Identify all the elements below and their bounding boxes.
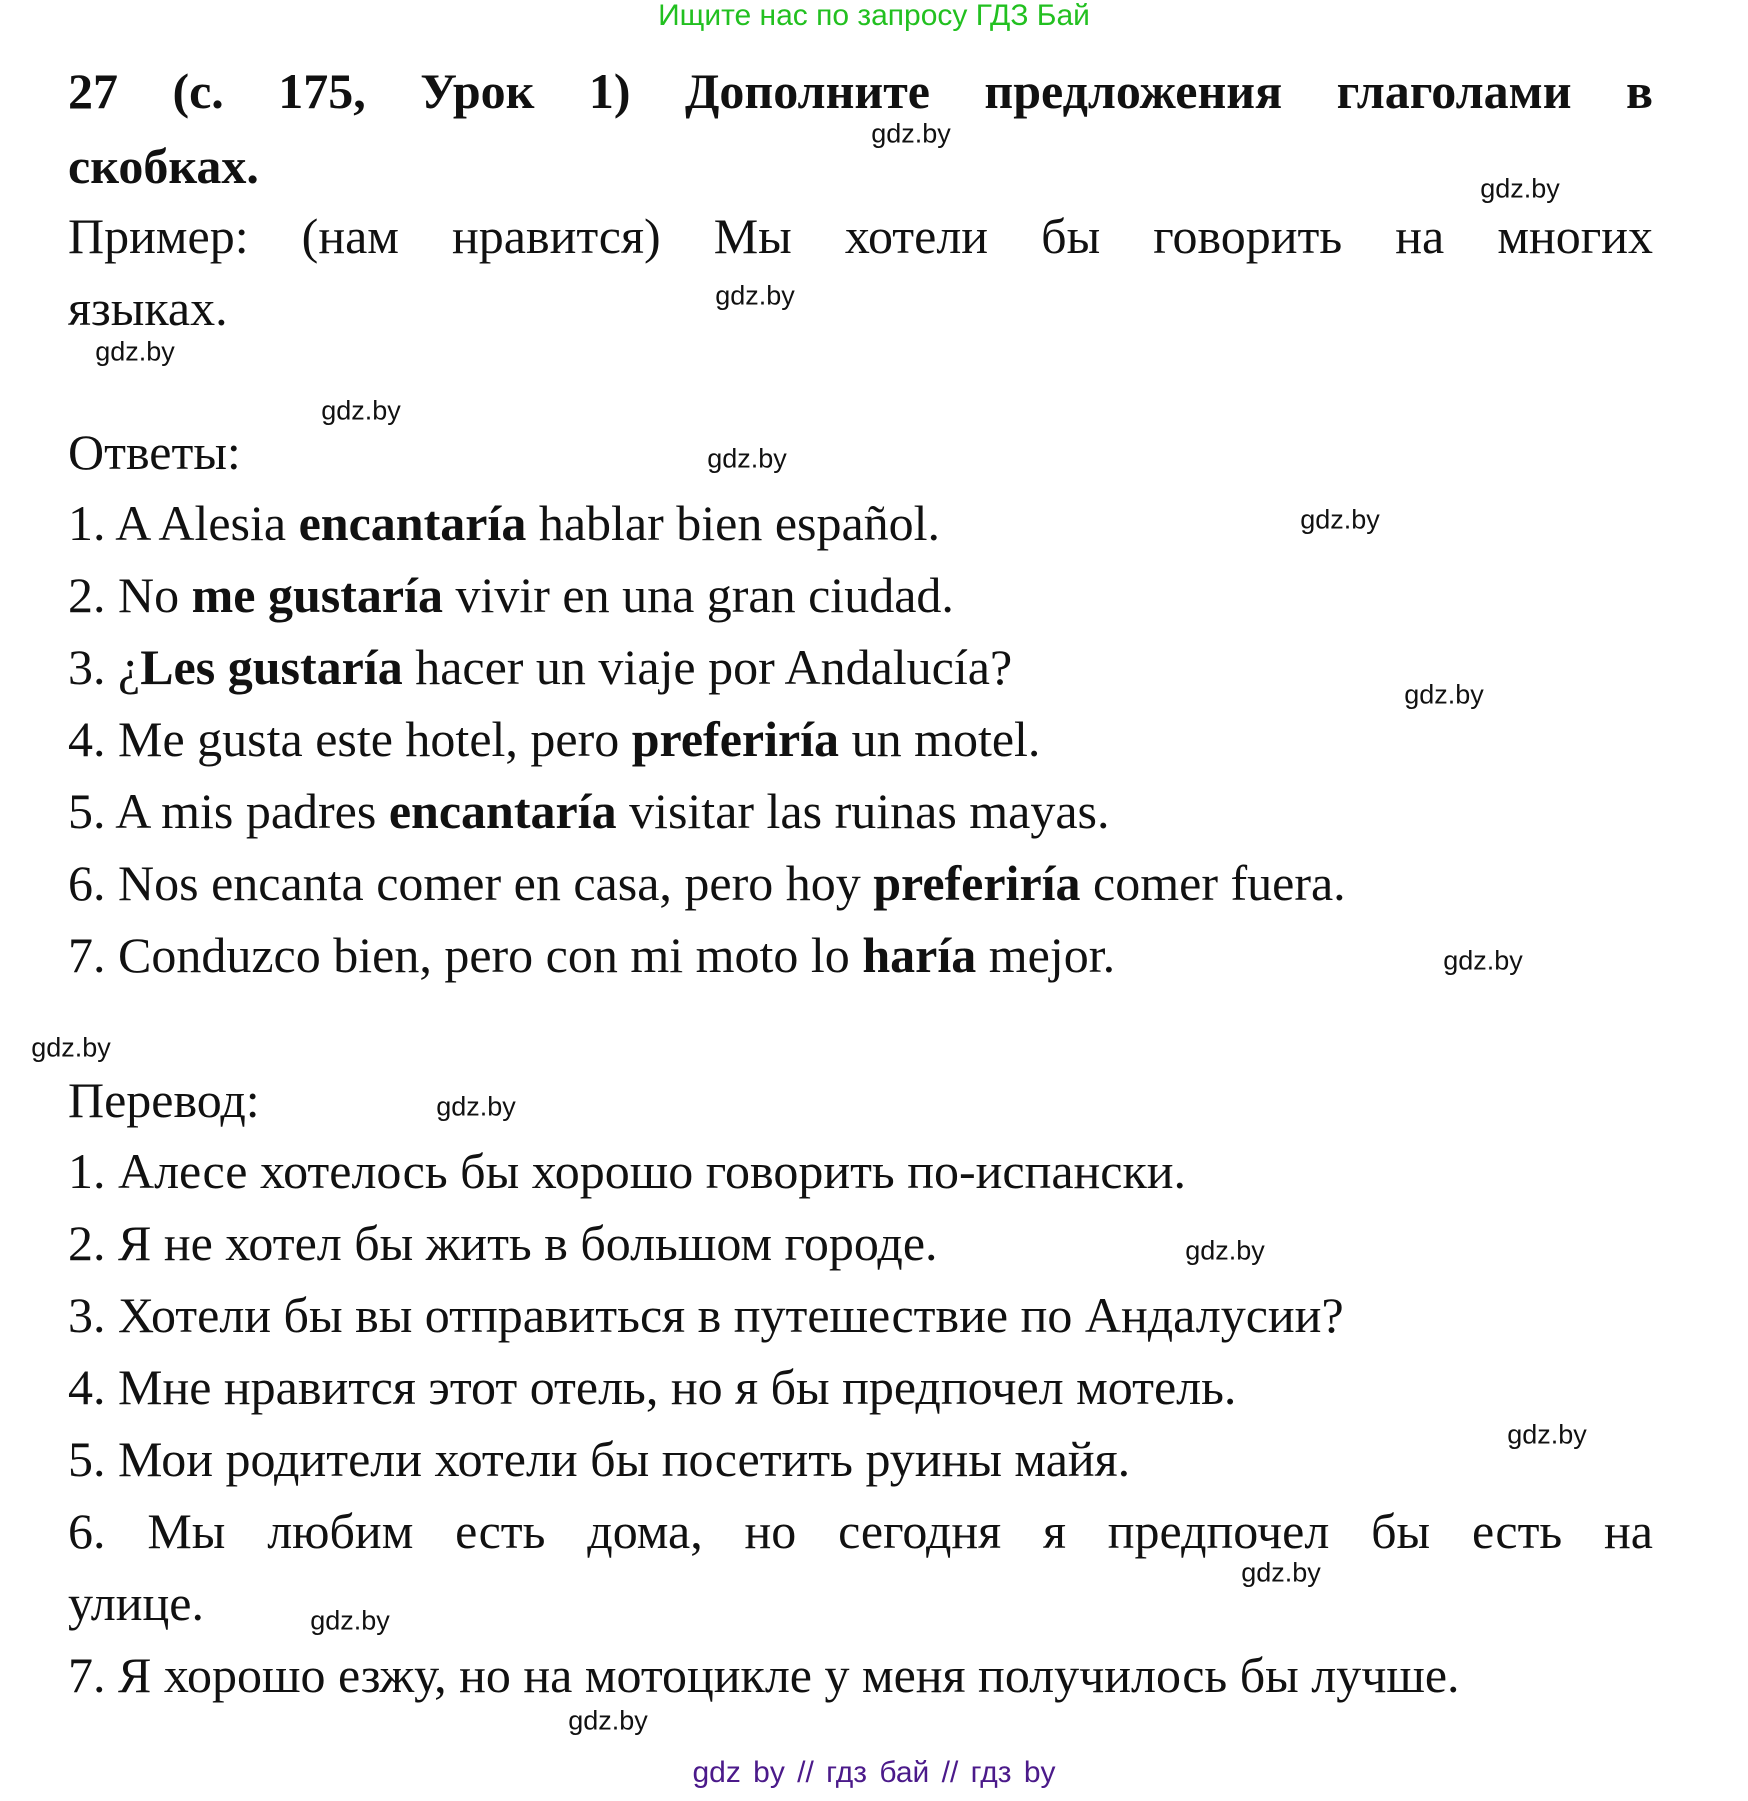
watermark: gdz.by (1241, 1557, 1321, 1588)
answer-item: 4. Me gusta este hotel, pero preferiría un motel. (68, 711, 1041, 767)
watermark: gdz.by (1443, 945, 1523, 976)
translation-item: 1. Алесе хотелось бы хорошо говорить по-испански. (68, 1143, 1187, 1199)
answer-item: 2. No me gustaría vivir en una gran ciudad. (68, 567, 954, 623)
watermark: gdz.by (715, 280, 795, 311)
watermark: gdz.by (1300, 504, 1380, 535)
footer-links: gdz by // гдз бай // гдз by (692, 1756, 1056, 1789)
translation-item: 7. Я хорошо езжу, но на мотоцикле у меня получилось бы лучше. (68, 1647, 1460, 1703)
watermark: gdz.by (707, 443, 787, 474)
watermark: gdz.by (871, 118, 951, 149)
watermark: gdz.by (1185, 1235, 1265, 1266)
search-banner: Ищите нас по запросу ГДЗ Бай (658, 0, 1090, 32)
answer-item: 1. A Alesia encantaría hablar bien español. (68, 495, 941, 551)
answer-item: 5. A mis padres encantaría visitar las ruinas mayas. (68, 783, 1110, 839)
watermark: gdz.by (310, 1605, 390, 1636)
answer-item: 6. Nos encanta comer en casa, pero hoy preferiría comer fuera. (68, 855, 1346, 911)
translation-item: 3. Хотели бы вы отправиться в путешествие по Андалусии? (68, 1287, 1344, 1343)
watermark: gdz.by (1480, 173, 1560, 204)
example-line-1: Пример: (нам нравится) Мы хотели бы говорить на многих (68, 208, 1653, 264)
answer-item: 3. ¿Les gustaría hacer un viaje por Andalucía? (68, 639, 1013, 695)
exercise-title-line-2: скобках. (68, 138, 259, 194)
translation-item: 5. Мои родители хотели бы посетить руины майя. (68, 1431, 1131, 1487)
watermark: gdz.by (436, 1091, 516, 1122)
exercise-title-line-1: 27 (с. 175, Урок 1) Дополните предложения глаголами в (68, 63, 1653, 119)
translation-heading: Перевод: (68, 1072, 260, 1128)
watermark: gdz.by (321, 395, 401, 426)
answer-item: 7. Conduzco bien, pero con mi moto lo haría mejor. (68, 927, 1116, 983)
watermark: gdz.by (95, 336, 175, 367)
translation-item: 2. Я не хотел бы жить в большом городе. (68, 1215, 938, 1271)
watermark: gdz.by (568, 1705, 648, 1736)
translation-item-continuation: улице. (68, 1575, 204, 1631)
watermark: gdz.by (1507, 1419, 1587, 1450)
translation-item: 6. Мы любим есть дома, но сегодня я предпочел бы есть на (68, 1503, 1653, 1559)
answers-heading: Ответы: (68, 424, 241, 480)
example-line-2: языках. (68, 280, 228, 336)
watermark: gdz.by (31, 1032, 111, 1063)
watermark: gdz.by (1404, 679, 1484, 710)
translation-item: 4. Мне нравится этот отель, но я бы предпочел мотель. (68, 1359, 1237, 1415)
